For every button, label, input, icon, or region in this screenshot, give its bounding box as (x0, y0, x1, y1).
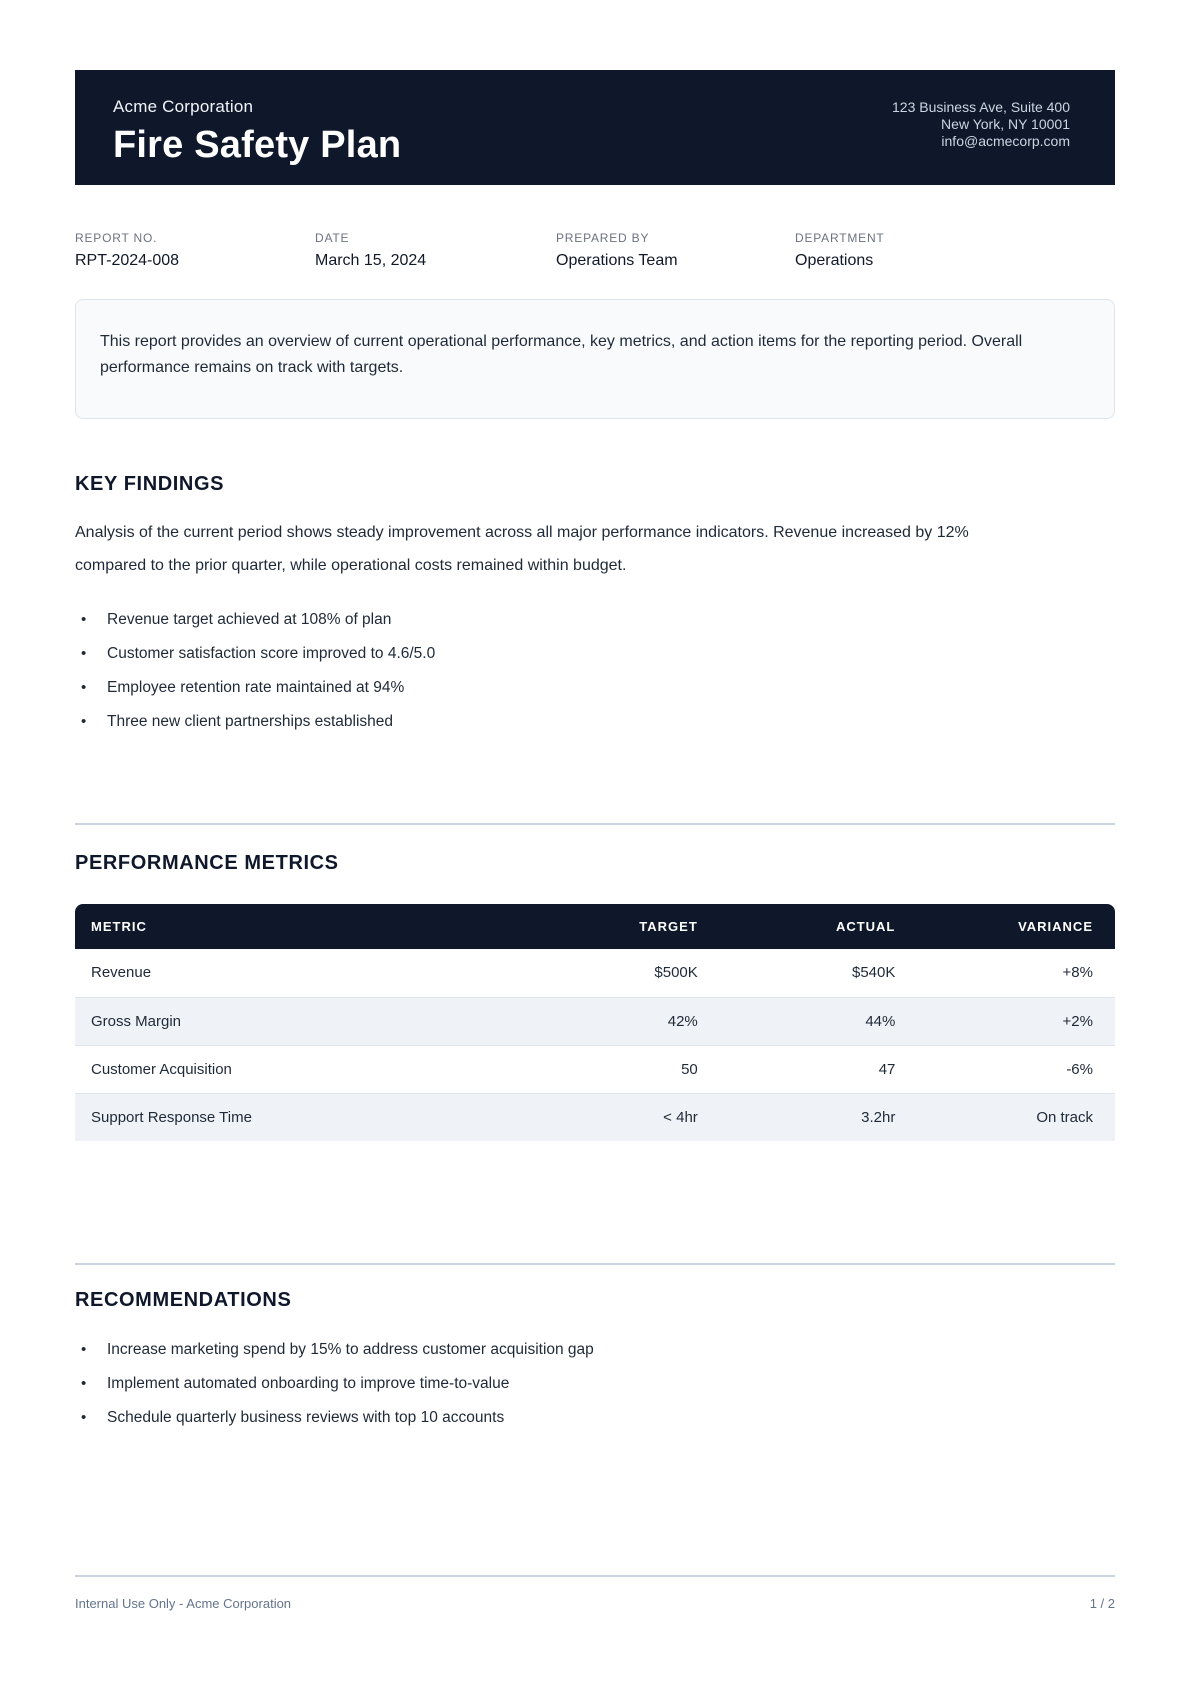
cell-variance: +2% (917, 997, 1115, 1045)
section-key-findings (75, 473, 1115, 731)
executive-summary-box: This report provides an overview of current operational performance, key metrics, and action items for the reporting period. Overall performance remains on track with targets. (75, 299, 1115, 419)
address-line-1: 123 Business Ave, Suite 400 (892, 99, 1070, 115)
key-finding-item: • Revenue target achieved at 108% of plan (75, 610, 1115, 629)
page-footer (75, 1575, 1115, 1611)
key-finding-item: • Three new client partnerships established (75, 712, 1115, 731)
key-findings-paragraph: Analysis of the current period shows steady improvement across all major performance indicators. Revenue increased by 12% compared to the prior quarter, while operational costs remained within budget. (75, 524, 969, 574)
table-row (75, 1045, 1115, 1093)
meta-date (315, 231, 556, 270)
divider-above-recommendations (75, 1263, 1115, 1265)
meta-report-no-value: RPT-2024-008 (75, 252, 180, 269)
performance-metrics-heading: PERFORMANCE METRICS (75, 852, 339, 874)
metrics-table-header-row (75, 904, 1115, 949)
recommendations-heading: RECOMMENDATIONS (75, 1289, 292, 1311)
company-name: Acme Corporation (113, 97, 254, 116)
key-finding-item: • Customer satisfaction score improved to 4.6/5.0 (75, 644, 1115, 663)
metrics-table (75, 904, 1115, 1141)
recommendation-item: • Increase marketing spend by 15% to address customer acquisition gap (75, 1340, 1115, 1359)
report-meta-row (75, 231, 1115, 270)
section-performance-metrics (75, 852, 1115, 1141)
footer-confidentiality-text: Internal Use Only - Acme Corporation (75, 1596, 292, 1611)
cell-target: $500K (522, 949, 720, 997)
meta-prepared-by-label: PREPARED BY (556, 231, 650, 245)
column-header-target: TARGET (522, 904, 720, 949)
meta-report-no-label: REPORT NO. (75, 231, 158, 245)
footer-page-number: 1 / 2 (1089, 1596, 1115, 1611)
meta-prepared-by (556, 231, 795, 270)
cell-target: < 4hr (663, 1108, 698, 1126)
cell-actual: 3.2hr (861, 1108, 896, 1126)
cell-variance: On track (1036, 1108, 1093, 1126)
meta-department (795, 231, 1115, 270)
address-line-3: info@acmecorp.com (941, 133, 1070, 149)
column-header-metric: METRIC (75, 904, 522, 949)
report-header (75, 70, 1115, 185)
key-findings-list (75, 610, 1115, 731)
meta-prepared-by-value: Operations Team (556, 252, 678, 269)
divider-above-metrics (75, 823, 1115, 825)
cell-actual: $540K (720, 949, 918, 997)
key-finding-item: • Employee retention rate maintained at 94% (75, 678, 1115, 697)
cell-metric: Support Response Time (91, 1108, 252, 1126)
recommendation-item: • Schedule quarterly business reviews with top 10 accounts (75, 1408, 1115, 1427)
cell-metric: Customer Acquisition (75, 1045, 522, 1093)
table-row (75, 997, 1115, 1045)
key-findings-heading: KEY FINDINGS (75, 473, 225, 495)
cell-target: 42% (522, 997, 720, 1045)
cell-variance: +8% (917, 949, 1115, 997)
recommendation-item: • Implement automated onboarding to improve time-to-value (75, 1374, 1115, 1393)
meta-department-value: Operations (795, 252, 874, 269)
section-recommendations (75, 1289, 1115, 1427)
cell-target: 50 (522, 1045, 720, 1093)
table-row (75, 1093, 1115, 1141)
recommendations-list (75, 1340, 1115, 1427)
table-row (75, 949, 1115, 997)
meta-date-label: DATE (315, 231, 350, 245)
cell-metric: Revenue (75, 949, 522, 997)
meta-report-no (75, 231, 315, 270)
report-title: Fire Safety Plan (113, 124, 402, 166)
column-header-variance: VARIANCE (917, 904, 1115, 949)
meta-date-value: March 15, 2024 (315, 252, 427, 269)
column-header-actual: ACTUAL (720, 904, 918, 949)
cell-variance: -6% (917, 1045, 1115, 1093)
meta-department-label: DEPARTMENT (795, 231, 885, 245)
company-address (892, 97, 1070, 150)
cell-actual: 44% (720, 997, 918, 1045)
cell-actual: 47 (720, 1045, 918, 1093)
header-left (113, 97, 401, 167)
cell-metric: Gross Margin (75, 997, 522, 1045)
address-line-2: New York, NY 10001 (941, 116, 1070, 132)
